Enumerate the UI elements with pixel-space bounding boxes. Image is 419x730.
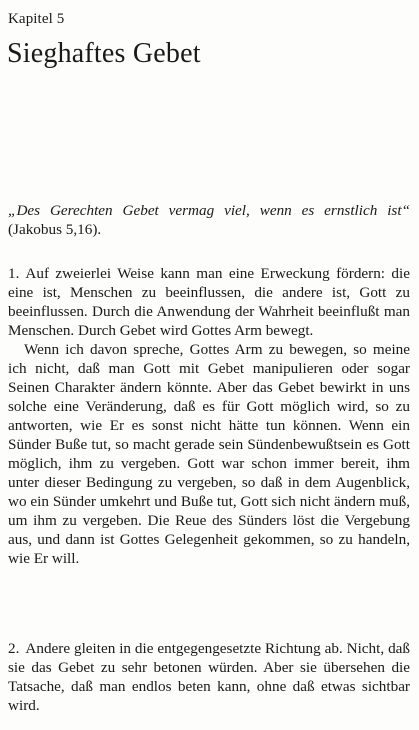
section-1 <box>8 264 410 568</box>
epigraph <box>8 201 410 239</box>
section-2 <box>8 639 410 715</box>
chapter-label: Kapitel 5 <box>8 11 65 27</box>
section-2-paragraph-1-text: Andere gleiten in die entgegengesetzte Richtung ab. Nicht, daß sie das Gebet zu sehr betonen würden. Aber sie übersehen die Tatsache, daß man endlos beten kann, ohne daß etwas sichtbar wird. <box>8 640 410 714</box>
section-1-paragraph-2: Wenn ich davon spreche, Gottes Arm zu bewegen, so meine ich nicht, daß man Gott mit Gebet manipulieren oder sogar Seinen Charakter ändern könnte. Aber das Gebet bewirkt in uns solche eine Veränderung, daß es für Gott möglich wird, so zu antworten, wie Er es sonst nicht hätte tun können. Wenn ein Sünder Buße tut, so macht gerade sein Sündenbewußtsein es Gott möglich, ihm zu vergeben. Gott war schon immer bereit, ihm unter dieser Bedingung zu vergeben, so daß in dem Augenblick, wo ein Sünder umkehrt und Buße tut, Gott sich nicht ändern muß, um ihm zu vergeben. Die Reue des Sünders löst die Vergebung aus, und dann ist Gottes Gelegenheit gekommen, so zu handeln, wie Er will. <box>8 341 410 567</box>
section-1-number: 1. <box>8 265 20 282</box>
chapter-title: Sieghaftes Gebet <box>7 38 201 69</box>
section-2-number: 2. <box>8 640 20 657</box>
epigraph-quote: „Des Gerechten Gebet vermag viel, wenn es ernstlich ist“ <box>8 202 410 219</box>
section-1-paragraph-1-text: Auf zweierlei Weise kann man eine Erweckung fördern: die eine ist, Menschen zu beeinflussen, die andere ist, Gott zu beeinflussen. Durch die Anwendung der Wahrheit beeinflußt man Menschen. Durch Gebet wird Gottes Arm bewegt. <box>8 265 410 339</box>
section-1-paragraph-1 <box>8 264 410 340</box>
section-2-paragraph-1 <box>8 639 410 715</box>
epigraph-reference: (Jakobus 5,16). <box>8 221 102 238</box>
